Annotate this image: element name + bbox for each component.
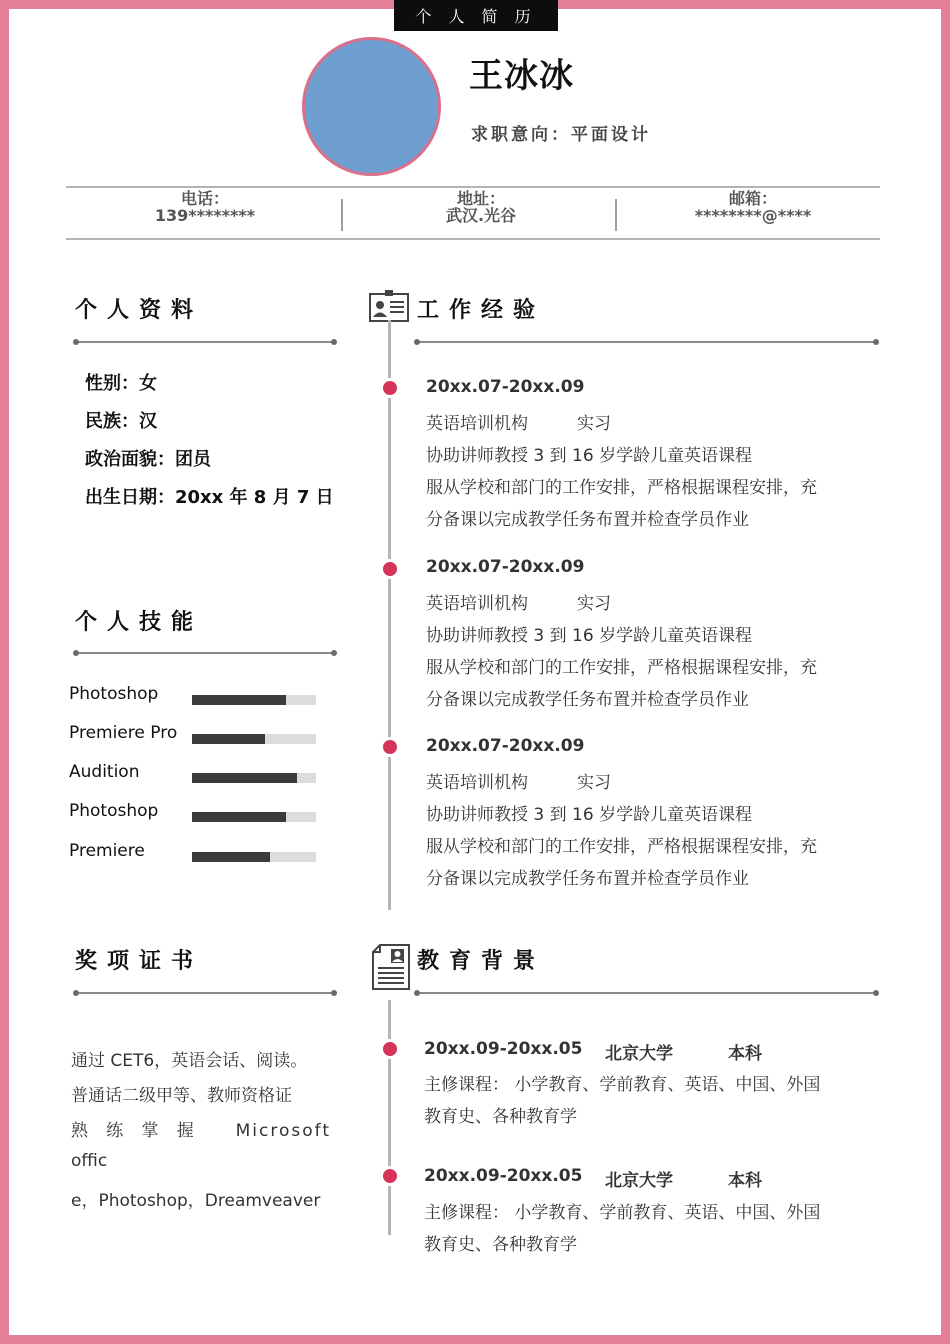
work-desc-line: 分备课以完成教学任务布置并检查学员作业 bbox=[426, 690, 749, 710]
awards-section-title: 奖项证书 bbox=[75, 949, 204, 974]
timeline-dot bbox=[383, 381, 397, 395]
skill-bar-fill bbox=[192, 695, 286, 705]
profile-birthdate: 出生日期：20xx 年 8 月 7 日 bbox=[85, 487, 334, 508]
work-date: 20xx.07-20xx.09 bbox=[426, 557, 585, 577]
skill-bar-track bbox=[192, 852, 316, 862]
work-section-line bbox=[417, 341, 876, 343]
skill-name: Premiere Pro bbox=[69, 723, 178, 743]
skill-bar-fill bbox=[192, 734, 265, 744]
address-label: 地址： bbox=[456, 189, 505, 208]
phone-value: 139******** bbox=[154, 206, 256, 225]
education-section-title: 教育背景 bbox=[417, 949, 546, 974]
phone-label: 电话： bbox=[180, 189, 229, 208]
contact-separator bbox=[615, 199, 617, 231]
avatar[interactable] bbox=[302, 37, 441, 176]
skill-bar-fill bbox=[192, 812, 286, 822]
work-desc-line: 分备课以完成教学任务布置并检查学员作业 bbox=[426, 510, 749, 530]
skill-bar-track bbox=[192, 812, 316, 822]
job-intent: 求职意向：平面设计 bbox=[471, 125, 651, 145]
award-line: e，Photoshop，Dreamveaver bbox=[71, 1191, 321, 1211]
work-role: 实习 bbox=[577, 594, 611, 614]
resume-document-icon bbox=[372, 944, 410, 994]
contact-separator bbox=[341, 199, 343, 231]
email-value: ********@**** bbox=[694, 206, 812, 225]
timeline-dot bbox=[383, 740, 397, 754]
skill-bar-fill bbox=[192, 773, 297, 783]
skill-bar-fill bbox=[192, 852, 270, 862]
contact-top-divider bbox=[66, 186, 880, 188]
award-line: offic bbox=[71, 1151, 108, 1171]
timeline-dot bbox=[383, 1042, 397, 1056]
candidate-name: 王冰冰 bbox=[469, 56, 574, 96]
work-org: 英语培训机构 bbox=[426, 414, 528, 434]
work-desc-line: 协助讲师教授 3 到 16 岁学龄儿童英语课程 bbox=[426, 805, 753, 825]
skill-name: Photoshop bbox=[69, 801, 159, 821]
skills-section-title: 个人技能 bbox=[75, 610, 204, 635]
work-date: 20xx.07-20xx.09 bbox=[426, 377, 585, 397]
profile-ethnicity: 民族：汉 bbox=[85, 411, 157, 432]
work-role: 实习 bbox=[577, 773, 611, 793]
edu-date: 20xx.09-20xx.05 bbox=[424, 1166, 583, 1186]
work-timeline bbox=[388, 320, 391, 910]
work-desc-line: 服从学校和部门的工作安排，严格根据课程安排，充 bbox=[426, 658, 817, 678]
edu-course-line: 主修课程： 小学教育、学前教育、英语、中国、外国 bbox=[424, 1203, 821, 1223]
education-timeline bbox=[388, 1000, 391, 1235]
address-value: 武汉.光谷 bbox=[445, 206, 517, 225]
skill-name: Premiere bbox=[69, 841, 145, 861]
work-desc-line: 协助讲师教授 3 到 16 岁学龄儿童英语课程 bbox=[426, 626, 753, 646]
work-org: 英语培训机构 bbox=[426, 594, 528, 614]
award-line: 通过 CET6，英语会话、阅读。 bbox=[71, 1051, 308, 1071]
work-org: 英语培训机构 bbox=[426, 773, 528, 793]
skill-bar-track bbox=[192, 773, 316, 783]
edu-degree: 本科 bbox=[728, 1044, 762, 1064]
work-desc-line: 服从学校和部门的工作安排，严格根据课程安排，充 bbox=[426, 837, 817, 857]
profile-political-status: 政治面貌：团员 bbox=[85, 449, 211, 470]
profile-section-line bbox=[76, 341, 334, 343]
skill-bar-track bbox=[192, 734, 316, 744]
work-desc-line: 协助讲师教授 3 到 16 岁学龄儿童英语课程 bbox=[426, 446, 753, 466]
work-desc-line: 服从学校和部门的工作安排，严格根据课程安排，充 bbox=[426, 478, 817, 498]
contact-address bbox=[386, 190, 576, 230]
edu-school: 北京大学 bbox=[605, 1171, 673, 1191]
work-role: 实习 bbox=[577, 414, 611, 434]
work-section-title: 工作经验 bbox=[417, 298, 546, 323]
education-section-line bbox=[417, 992, 876, 994]
timeline-dot bbox=[383, 1169, 397, 1183]
edu-school: 北京大学 bbox=[605, 1044, 673, 1064]
profile-gender: 性别：女 bbox=[85, 373, 157, 394]
edu-course-line: 教育史、各种教育学 bbox=[424, 1235, 577, 1255]
skill-name: Photoshop bbox=[69, 684, 159, 704]
edu-course-line: 教育史、各种教育学 bbox=[424, 1107, 577, 1127]
skill-name: Audition bbox=[69, 762, 140, 782]
award-line: 熟练掌握 Microsoft bbox=[71, 1121, 331, 1141]
email-label: 邮箱： bbox=[728, 189, 777, 208]
contact-email bbox=[658, 190, 848, 230]
contact-phone bbox=[110, 190, 300, 230]
resume-tab-label: 个 人 简 历 bbox=[394, 0, 558, 31]
award-line: 普通话二级甲等、教师资格证 bbox=[71, 1086, 292, 1106]
timeline-dot bbox=[383, 562, 397, 576]
edu-course-line: 主修课程： 小学教育、学前教育、英语、中国、外国 bbox=[424, 1075, 821, 1095]
work-date: 20xx.07-20xx.09 bbox=[426, 736, 585, 756]
skills-section-line bbox=[76, 652, 334, 654]
work-desc-line: 分备课以完成教学任务布置并检查学员作业 bbox=[426, 869, 749, 889]
edu-degree: 本科 bbox=[728, 1171, 762, 1191]
profile-section-title: 个人资料 bbox=[75, 298, 204, 323]
edu-date: 20xx.09-20xx.05 bbox=[424, 1039, 583, 1059]
skill-bar-track bbox=[192, 695, 316, 705]
contact-bottom-divider bbox=[66, 238, 880, 240]
awards-section-line bbox=[76, 992, 334, 994]
